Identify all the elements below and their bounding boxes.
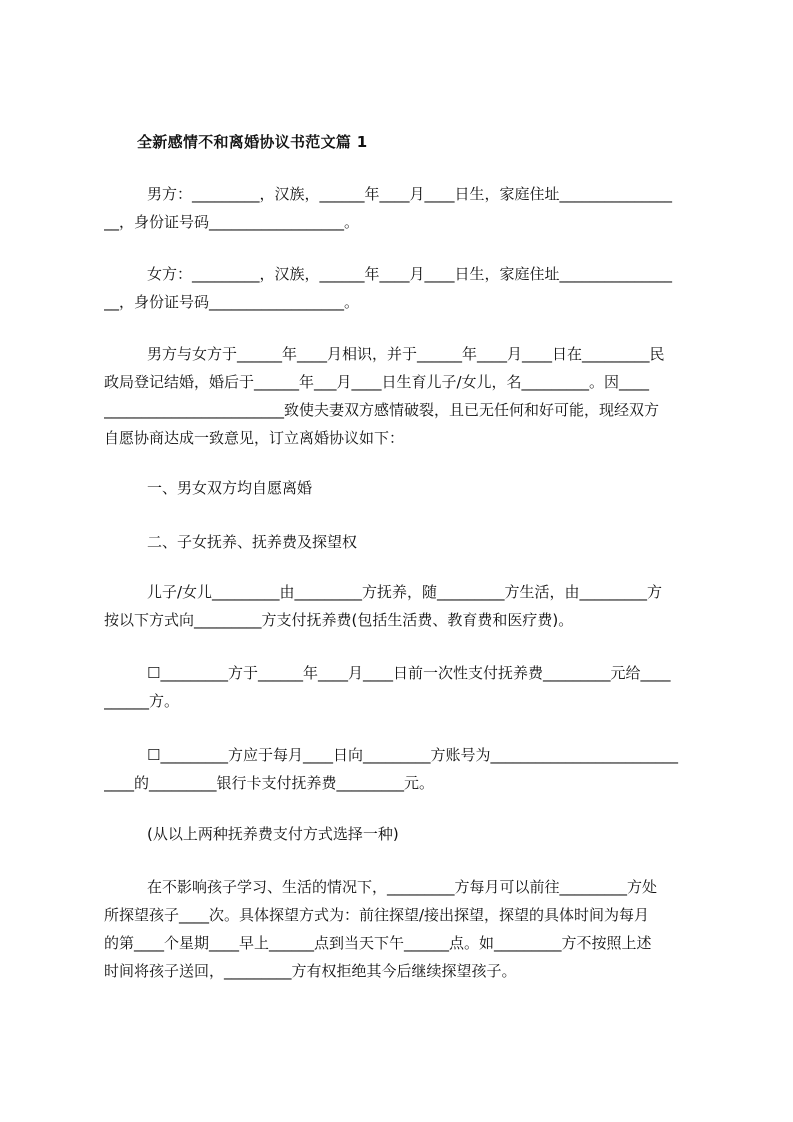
- paragraph-choose: [104, 820, 704, 848]
- text-line: (从以上两种抚养费支付方式选择一种): [147, 825, 399, 843]
- text-line: 所探望孩子____次。具体探望方式为：前往探望/接出探望，探望的具体时间为每月: [104, 906, 650, 924]
- paragraph-female: [104, 260, 704, 316]
- text-line: __，身份证号码__________________。: [104, 213, 360, 231]
- text-line: ☐_________方应于每月____日向_________方账号为_________________________: [147, 746, 678, 764]
- text-line: ☐_________方于______年____月____日前一次性支付抚养费_________元给____: [147, 664, 671, 682]
- text-line: 男方：_________，汉族，______年____月____日生，家庭住址_______________: [147, 185, 673, 203]
- text-line: ______方。: [104, 692, 180, 710]
- paragraph-lump-sum: [104, 659, 704, 715]
- paragraph-intro: [104, 340, 704, 452]
- text-line: 政局登记结婚，婚后于______年___月____日生育儿子/女儿，名_________。因____: [104, 373, 650, 391]
- paragraph-visitation: [104, 873, 704, 985]
- text-line: 一、男女双方均自愿离婚: [147, 479, 313, 497]
- paragraph-monthly: [104, 741, 704, 797]
- paragraph-custody: [104, 578, 704, 634]
- text-line: ________________________致使夫妻双方感情破裂，且已无任何和好可能，现经双方: [104, 401, 660, 419]
- text-line: 自愿协商达成一致意见，订立离婚协议如下：: [104, 429, 405, 447]
- paragraph-item-2: [104, 528, 704, 556]
- text-line: 在不影响孩子学习、生活的情况下，_________方每月可以前往_________方处: [147, 878, 658, 896]
- text-line: 男方与女方于______年____月相识，并于______年____月____日在_________民: [147, 345, 665, 363]
- text-line: __，身份证号码__________________。: [104, 293, 360, 311]
- text-line: 时间将孩子送回，_________方有权拒绝其今后继续探望孩子。: [104, 962, 517, 980]
- text-line: 按以下方式向_________方支付抚养费(包括生活费、教育费和医疗费)。: [104, 611, 574, 629]
- text-line: 的第____个星期____早上______点到当天下午______点。如_________方不按照上述: [104, 934, 652, 952]
- text-line: 女方：_________，汉族，______年____月____日生，家庭住址_______________: [147, 265, 673, 283]
- paragraph-male: [104, 180, 704, 236]
- text-line: ____的_________银行卡支付抚养费_________元。: [104, 774, 435, 792]
- text-line: 儿子/女儿_________由_________方抚养，随_________方生活，由_________方: [147, 583, 663, 601]
- paragraph-item-1: [104, 474, 704, 502]
- text-line: 二、子女抚养、抚养费及探望权: [147, 533, 358, 551]
- document-title: 全新感情不和离婚协议书范文篇 1: [137, 133, 368, 151]
